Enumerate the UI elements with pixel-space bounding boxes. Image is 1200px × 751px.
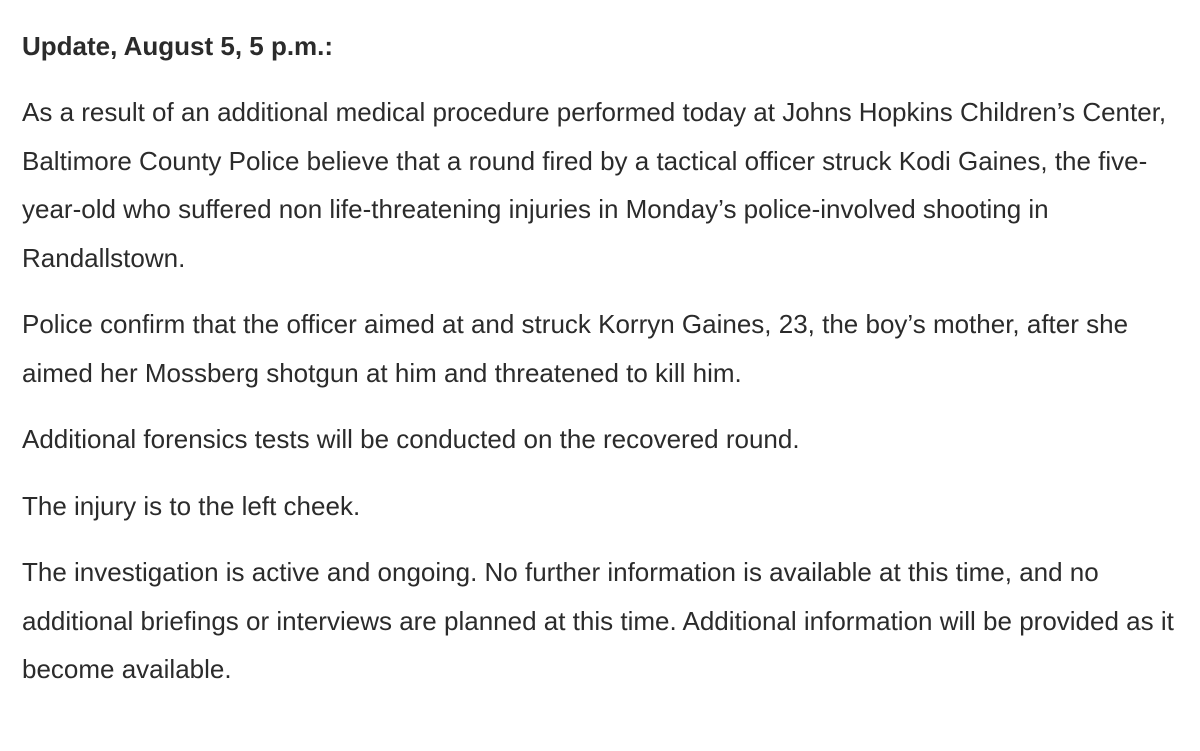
paragraph-injury: The injury is to the left cheek.	[22, 490, 361, 521]
paragraph-officer: Police confirm that the officer aimed at and struck Korryn Gaines, 23, the boy’s mother, after she aimed her Mossberg shotgun at him and threatened to kill him.	[22, 309, 1129, 388]
update-heading: Update, August 5, 5 p.m.:	[22, 31, 334, 61]
paragraph-forensics: Additional forensics tests will be conducted on the recovered round.	[22, 424, 800, 454]
paragraph-investigation: The investigation is active and ongoing. No further information is available at this time, and no additional briefings or interviews are planned at this time. Additional information will be provided as it become available.	[22, 557, 1174, 684]
paragraph-procedure: As a result of an additional medical procedure performed today at Johns Hopkins Children’s Center, Baltimore County Police believe that a round fired by a tactical officer struck Kodi Gaines, the five-year-old who suffered non life-threatening injuries in Monday’s police-involved shooting in Randallstown.	[22, 97, 1167, 273]
